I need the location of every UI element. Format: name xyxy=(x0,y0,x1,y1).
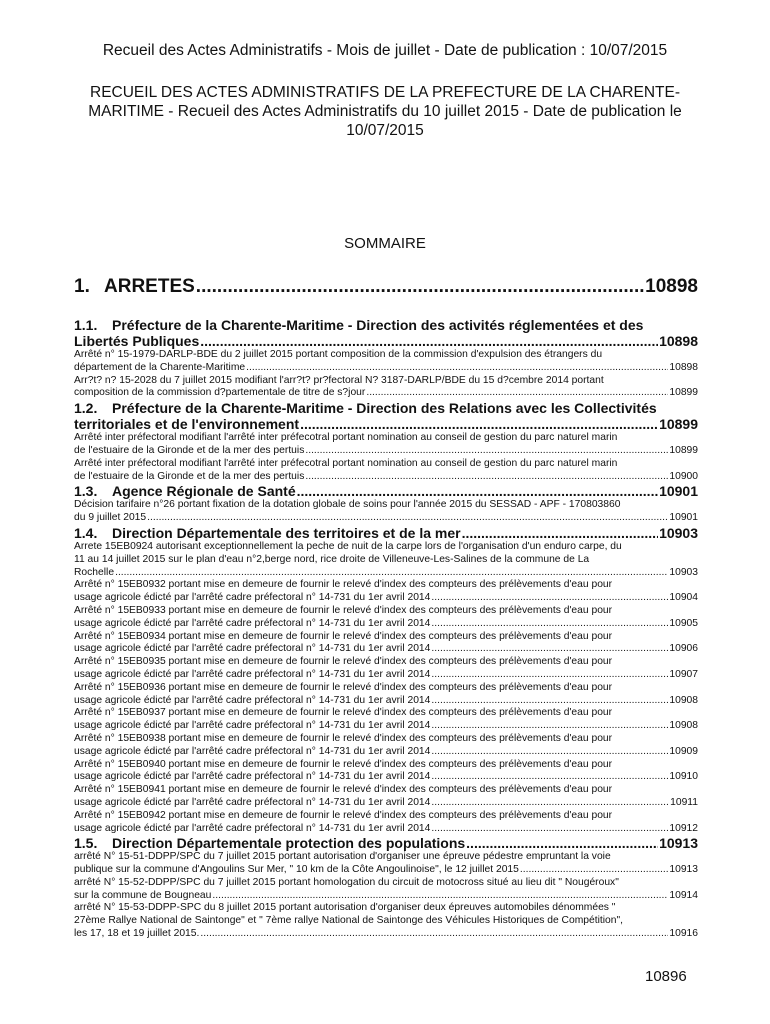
entry-line xyxy=(74,682,698,695)
entry-text: Arrêté inter préfectoral modifiant l'arrêté inter préfecotral portant nomination au conseil de gestion du parc naturel marin xyxy=(74,432,618,444)
entry-page: 10905 xyxy=(669,617,698,629)
entry-line xyxy=(74,771,698,784)
dot-leader xyxy=(200,928,668,941)
document-title xyxy=(70,83,700,140)
entry-page: 10900 xyxy=(669,470,698,482)
entry-page: 10906 xyxy=(669,643,698,655)
dot-leader xyxy=(305,445,668,458)
entry-text: Arrêté n° 15EB0941 portant mise en demeure de fournir le relevé d'index des compteurs des prélèvements d'eau pour xyxy=(74,784,613,796)
toc-entries xyxy=(74,317,698,941)
entry-line xyxy=(74,416,698,432)
entry-text: 11 au 14 juillet 2015 sur le plan d'eau n°2,berge nord, rice droite de Villeneuve-Les-Salines de la commune de La xyxy=(74,553,590,565)
entry-line xyxy=(74,695,698,708)
dot-leader xyxy=(196,276,644,298)
dot-leader xyxy=(431,720,668,733)
entry-text: publique sur la commune d'Angoulins Sur Mer, " 10 km de la Côte Angoulinoise", le 12 juillet 2015 xyxy=(74,864,519,876)
dot-leader xyxy=(431,746,668,759)
entry-text: Arr?t? n? 15-2028 du 7 juillet 2015 modifiant l'arr?t? pr?fectoral N? 3187-DARLP/BDE du 15 d?cembre 2014 portant xyxy=(74,374,604,386)
entry-page: 10910 xyxy=(669,771,698,783)
entry-text: usage agricole édicté par l'arrêté cadre préfectoral n° 14-731 du 1er avril 2014 xyxy=(74,668,431,680)
entry-text: de l'estuaire de la Gironde et de la mer des pertuis xyxy=(74,470,305,482)
dot-leader xyxy=(366,387,668,400)
toc-item[interactable] xyxy=(74,375,698,401)
entry-page: 10914 xyxy=(669,889,698,901)
dot-leader xyxy=(466,835,658,851)
entry-page: 10901 xyxy=(659,483,698,500)
dot-leader xyxy=(431,643,668,656)
entry-page: 10913 xyxy=(659,835,698,852)
entry-line xyxy=(74,733,698,746)
entry-text: arrêté N° 15-53-DDPP-SPC du 8 juillet 2015 portant autorisation d'organiser deux épreuves automobiles dénommées " xyxy=(74,902,616,914)
toc-item[interactable] xyxy=(74,877,698,903)
entry-page: 10909 xyxy=(669,745,698,757)
entry-line xyxy=(74,541,698,554)
toc-section[interactable] xyxy=(74,276,698,298)
entry-page: 10901 xyxy=(669,512,698,524)
entry-line xyxy=(74,592,698,605)
title-line: MARITIME - Recueil des Actes Administratifs du 10 juillet 2015 - Date de publication le xyxy=(88,103,682,120)
entry-text: Direction Départementale protection des populations xyxy=(112,835,466,852)
toc-subsection[interactable] xyxy=(74,483,698,499)
entry-page: 10899 xyxy=(659,416,698,433)
dot-leader xyxy=(297,483,658,499)
dot-leader xyxy=(462,525,658,541)
entry-text: usage agricole édicté par l'arrêté cadre préfectoral n° 14-731 du 1er avril 2014 xyxy=(74,617,431,629)
toc-item[interactable] xyxy=(74,605,698,631)
entry-line xyxy=(74,400,698,416)
toc-subsection[interactable] xyxy=(74,400,698,432)
entry-text: Arrêté n° 15EB0942 portant mise en demeure de fournir le relevé d'index des compteurs des prélèvements d'eau pour xyxy=(74,809,613,821)
entry-text: composition de la commission d?partementale de titre de s?jour xyxy=(74,387,366,399)
toc-item[interactable] xyxy=(74,541,698,579)
entry-page: 10903 xyxy=(669,566,698,578)
entry-line xyxy=(74,362,698,375)
entry-line xyxy=(74,656,698,669)
entry-line xyxy=(74,387,698,400)
entry-page: 10908 xyxy=(669,720,698,732)
entry-line xyxy=(74,835,698,851)
entry-text: Libertés Publiques xyxy=(74,333,200,349)
table-of-contents xyxy=(74,276,698,941)
entry-line xyxy=(74,915,698,928)
dot-leader xyxy=(431,669,668,682)
entry-line xyxy=(74,631,698,644)
entry-text: les 17, 18 et 19 juillet 2015. xyxy=(74,928,200,940)
entry-text: Arrêté n° 15EB0938 portant mise en demeure de fournir le relevé d'index des compteurs des prélèvements d'eau pour xyxy=(74,732,613,744)
toc-item[interactable] xyxy=(74,631,698,657)
entry-line xyxy=(74,864,698,877)
dot-leader xyxy=(520,864,668,877)
toc-item[interactable] xyxy=(74,759,698,785)
entry-text: département de la Charente-Maritime xyxy=(74,361,246,373)
sommaire-heading: SOMMAIRE xyxy=(344,235,426,252)
entry-page: 10908 xyxy=(669,694,698,706)
dot-leader xyxy=(431,797,669,810)
entry-line xyxy=(74,445,698,458)
subsection-number: 1.2. xyxy=(74,400,98,417)
entry-line xyxy=(74,618,698,631)
toc-item[interactable] xyxy=(74,784,698,810)
entry-line xyxy=(74,567,698,580)
entry-text: Arrêté n° 15EB0933 portant mise en demeure de fournir le relevé d'index des compteurs des prélèvements d'eau pour xyxy=(74,604,613,616)
subsection-number: 1.5. xyxy=(74,835,98,852)
entry-line xyxy=(74,707,698,720)
entry-text: Préfecture de la Charente-Maritime - Direction des activités réglementées et des xyxy=(112,317,644,333)
dot-leader xyxy=(431,592,668,605)
subsection-number: 1.3. xyxy=(74,483,98,500)
toc-subsection[interactable] xyxy=(74,835,698,851)
section-page: 10898 xyxy=(645,276,698,297)
entry-page: 10904 xyxy=(669,592,698,604)
page-number: 10896 xyxy=(645,968,687,985)
entry-text: Agence Régionale de Santé xyxy=(112,483,296,500)
entry-page: 10898 xyxy=(669,361,698,373)
entry-page: 10911 xyxy=(670,796,698,808)
entry-text: Arrete 15EB0924 autorisant exceptionnellement la peche de nuit de la carpe lors de l'organisation d'un enduro carpe, du xyxy=(74,540,622,552)
entry-page: 10916 xyxy=(669,928,698,940)
entry-text: usage agricole édicté par l'arrêté cadre préfectoral n° 14-731 du 1er avril 2014 xyxy=(74,822,431,834)
entry-page: 10899 xyxy=(669,387,698,399)
entry-line xyxy=(74,525,698,541)
entry-text: de l'estuaire de la Gironde et de la mer des pertuis xyxy=(74,444,305,456)
entry-line xyxy=(74,759,698,772)
entry-text: Arrêté n° 15EB0934 portant mise en demeure de fournir le relevé d'index des compteurs des prélèvements d'eau pour xyxy=(74,630,613,642)
dot-leader xyxy=(246,362,668,375)
entry-text: Arrêté n° 15EB0936 portant mise en demeure de fournir le relevé d'index des compteurs des prélèvements d'eau pour xyxy=(74,681,613,693)
entry-line xyxy=(74,810,698,823)
toc-item[interactable] xyxy=(74,349,698,375)
entry-line xyxy=(74,643,698,656)
toc-item[interactable] xyxy=(74,733,698,759)
entry-text: Arrêté n° 15EB0935 portant mise en demeure de fournir le relevé d'index des compteurs des prélèvements d'eau pour xyxy=(74,656,613,668)
entry-text: sur la commune de Bougneau xyxy=(74,889,212,901)
entry-text: usage agricole édicté par l'arrêté cadre préfectoral n° 14-731 du 1er avril 2014 xyxy=(74,643,431,655)
entry-line xyxy=(74,579,698,592)
entry-text: usage agricole édicté par l'arrêté cadre préfectoral n° 14-731 du 1er avril 2014 xyxy=(74,720,431,732)
entry-page: 10898 xyxy=(659,333,698,349)
title-line: 10/07/2015 xyxy=(346,122,424,139)
toc-item[interactable] xyxy=(74,656,698,682)
entry-text: usage agricole édicté par l'arrêté cadre préfectoral n° 14-731 du 1er avril 2014 xyxy=(74,694,431,706)
entry-text: arrêté N° 15-52-DDPP/SPC du 7 juillet 2015 portant homologation du circuit de motocross situé au lieu dit " Nougéroux" xyxy=(74,876,619,888)
entry-line xyxy=(74,784,698,797)
entry-text: Arrêté n° 15EB0937 portant mise en demeure de fournir le relevé d'index des compteurs des prélèvements d'eau pour xyxy=(74,707,613,719)
entry-text: Direction Départementale des territoires et de la mer xyxy=(112,524,461,541)
entry-page: 10903 xyxy=(659,524,698,541)
entry-line xyxy=(74,375,698,388)
entry-line xyxy=(74,471,698,484)
toc-item[interactable] xyxy=(74,707,698,733)
running-header: Recueil des Actes Administratifs - Mois de juillet - Date de publication : 10/07/2015 xyxy=(102,42,668,59)
entry-line xyxy=(74,823,698,836)
dot-leader xyxy=(431,823,668,836)
entry-page: 10899 xyxy=(669,444,698,456)
section-number: 1. xyxy=(74,276,90,297)
entry-text: du 9 juillet 2015 xyxy=(74,512,147,524)
entry-line xyxy=(74,432,698,445)
entry-page: 10907 xyxy=(669,668,698,680)
dot-leader xyxy=(431,618,668,631)
dot-leader xyxy=(212,890,668,903)
subsection-number: 1.4. xyxy=(74,524,98,541)
toc-item[interactable] xyxy=(74,458,698,484)
entry-text: Préfecture de la Charente-Maritime - Direction des Relations avec les Collectivités xyxy=(112,400,657,417)
entry-line xyxy=(74,890,698,903)
toc-item[interactable] xyxy=(74,682,698,708)
dot-leader xyxy=(147,512,668,525)
entry-page: 10913 xyxy=(669,864,698,876)
entry-text: usage agricole édicté par l'arrêté cadre préfectoral n° 14-731 du 1er avril 2014 xyxy=(74,592,431,604)
entry-line xyxy=(74,317,698,333)
dot-leader xyxy=(431,771,668,784)
entry-text: usage agricole édicté par l'arrêté cadre préfectoral n° 14-731 du 1er avril 2014 xyxy=(74,771,431,783)
entry-line xyxy=(74,797,698,810)
entry-line xyxy=(74,483,698,499)
dot-leader xyxy=(115,567,668,580)
subsection-number: 1.1. xyxy=(74,317,98,333)
entry-text: Arrêté n° 15EB0940 portant mise en demeure de fournir le relevé d'index des compteurs des prélèvements d'eau pour xyxy=(74,758,613,770)
entry-line xyxy=(74,877,698,890)
dot-leader xyxy=(305,471,668,484)
entry-line xyxy=(74,669,698,682)
entry-text: territoriales et de l'environnement xyxy=(74,416,300,433)
entry-line xyxy=(74,554,698,567)
entry-text: Arrêté n° 15-1979-DARLP-BDE du 2 juillet 2015 portant composition de la commission d'expulsion des étrangers du xyxy=(74,349,603,360)
entry-line xyxy=(74,605,698,618)
entry-text: Arrêté inter préfectoral modifiant l'arrêté inter préfecotral portant nomination au conseil de gestion du parc naturel marin xyxy=(74,457,618,469)
entry-line xyxy=(74,499,698,512)
entry-line xyxy=(74,902,698,915)
entry-text: Rochelle xyxy=(74,566,115,578)
entry-line xyxy=(74,349,698,362)
toc-item[interactable] xyxy=(74,579,698,605)
entry-page: 10912 xyxy=(669,822,698,834)
entry-text: Arrêté n° 15EB0932 portant mise en demeure de fournir le relevé d'index des compteurs des prélèvements d'eau pour xyxy=(74,579,613,591)
entry-line xyxy=(74,512,698,525)
toc-subsection[interactable] xyxy=(74,525,698,541)
entry-text: arrêté N° 15-51-DDPP/SPC du 7 juillet 2015 portant autorisation d'organiser une épreuve pédestre empruntant la voie xyxy=(74,851,611,863)
entry-line xyxy=(74,458,698,471)
dot-leader xyxy=(300,416,658,432)
section-title: ARRETES xyxy=(104,276,195,297)
toc-item[interactable] xyxy=(74,851,698,877)
toc-item[interactable] xyxy=(74,432,698,458)
entry-line xyxy=(74,720,698,733)
entry-text: 27ème Rallye National de Saintonge" et " 7ème rallye National de Saintonge des Véhicules Historiques de Compétition", xyxy=(74,915,624,927)
entry-line xyxy=(74,851,698,864)
entry-text: usage agricole édicté par l'arrêté cadre préfectoral n° 14-731 du 1er avril 2014 xyxy=(74,796,431,808)
toc-subsection[interactable] xyxy=(74,317,698,349)
entry-text: Décision tarifaire n°26 portant fixation de la dotation globale de soins pour l'année 2015 du SESSAD - APF - 170803860 xyxy=(74,499,621,511)
title-line: RECUEIL DES ACTES ADMINISTRATIFS DE LA PREFECTURE DE LA CHARENTE- xyxy=(90,84,680,101)
entry-line xyxy=(74,746,698,759)
entry-line xyxy=(74,928,698,941)
toc-item[interactable] xyxy=(74,499,698,525)
toc-item[interactable] xyxy=(74,810,698,836)
toc-item[interactable] xyxy=(74,902,698,940)
entry-line xyxy=(74,333,698,349)
entry-text: usage agricole édicté par l'arrêté cadre préfectoral n° 14-731 du 1er avril 2014 xyxy=(74,745,431,757)
dot-leader xyxy=(431,695,668,708)
dot-leader xyxy=(200,333,658,349)
